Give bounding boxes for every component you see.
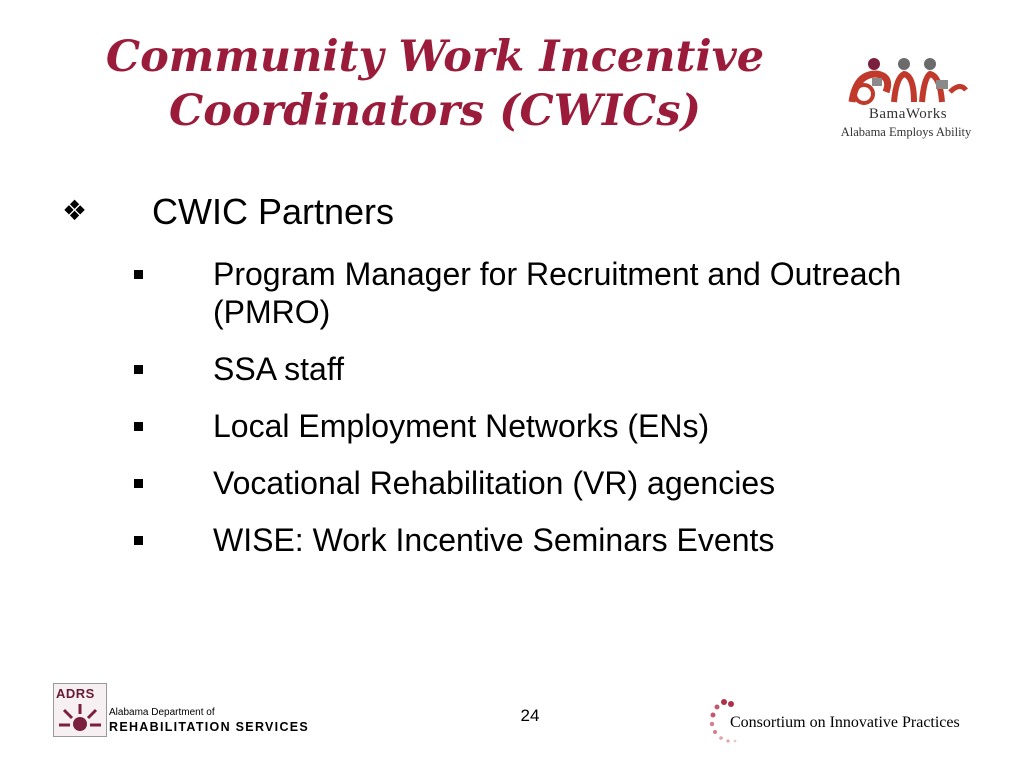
list-item bbox=[120, 464, 940, 502]
adrs-emblem-icon bbox=[53, 683, 107, 737]
square-bullet-icon bbox=[134, 536, 143, 545]
bamaworks-logo bbox=[822, 52, 990, 152]
list-item bbox=[120, 255, 940, 331]
sub-bullet-text: Local Employment Networks (ENs) bbox=[213, 408, 710, 444]
diamond-bullet-icon: ❖ bbox=[62, 195, 88, 226]
bamaworks-figures-icon bbox=[842, 52, 972, 108]
square-bullet-icon bbox=[134, 270, 143, 279]
adrs-logo bbox=[53, 683, 310, 739]
adrs-line-2: REHABILITATION SERVICES bbox=[109, 720, 310, 734]
page-number: 24 bbox=[520, 706, 540, 725]
square-bullet-icon bbox=[134, 422, 143, 431]
title-line-2: Coordinators (CWICs) bbox=[169, 86, 701, 136]
list-item bbox=[120, 521, 940, 559]
slide-title bbox=[30, 30, 840, 138]
main-bullet-text: CWIC Partners bbox=[152, 191, 395, 232]
cip-logo bbox=[708, 696, 988, 748]
sub-bullet-text: Program Manager for Recruitment and Outreach (PMRO) bbox=[213, 256, 902, 330]
sub-bullet-text: Vocational Rehabilitation (VR) agencies bbox=[213, 465, 776, 501]
adrs-abbrev: ADRS bbox=[56, 686, 95, 701]
square-bullet-icon bbox=[134, 479, 143, 488]
list-item bbox=[120, 350, 940, 388]
title-line-1: Community Work Incentive bbox=[105, 32, 765, 82]
bamaworks-name: BamaWorks bbox=[868, 106, 948, 122]
sub-bullet-text: SSA staff bbox=[213, 351, 345, 387]
sub-bullet-text: WISE: Work Incentive Seminars Events bbox=[213, 522, 775, 558]
sub-bullet-list bbox=[120, 255, 940, 578]
list-item bbox=[120, 407, 940, 445]
cip-name: Consortium on Innovative Practices bbox=[730, 714, 960, 731]
adrs-line-1: Alabama Department of bbox=[109, 707, 215, 718]
bamaworks-tagline: Alabama Employs Ability bbox=[840, 125, 972, 139]
square-bullet-icon bbox=[134, 365, 143, 374]
